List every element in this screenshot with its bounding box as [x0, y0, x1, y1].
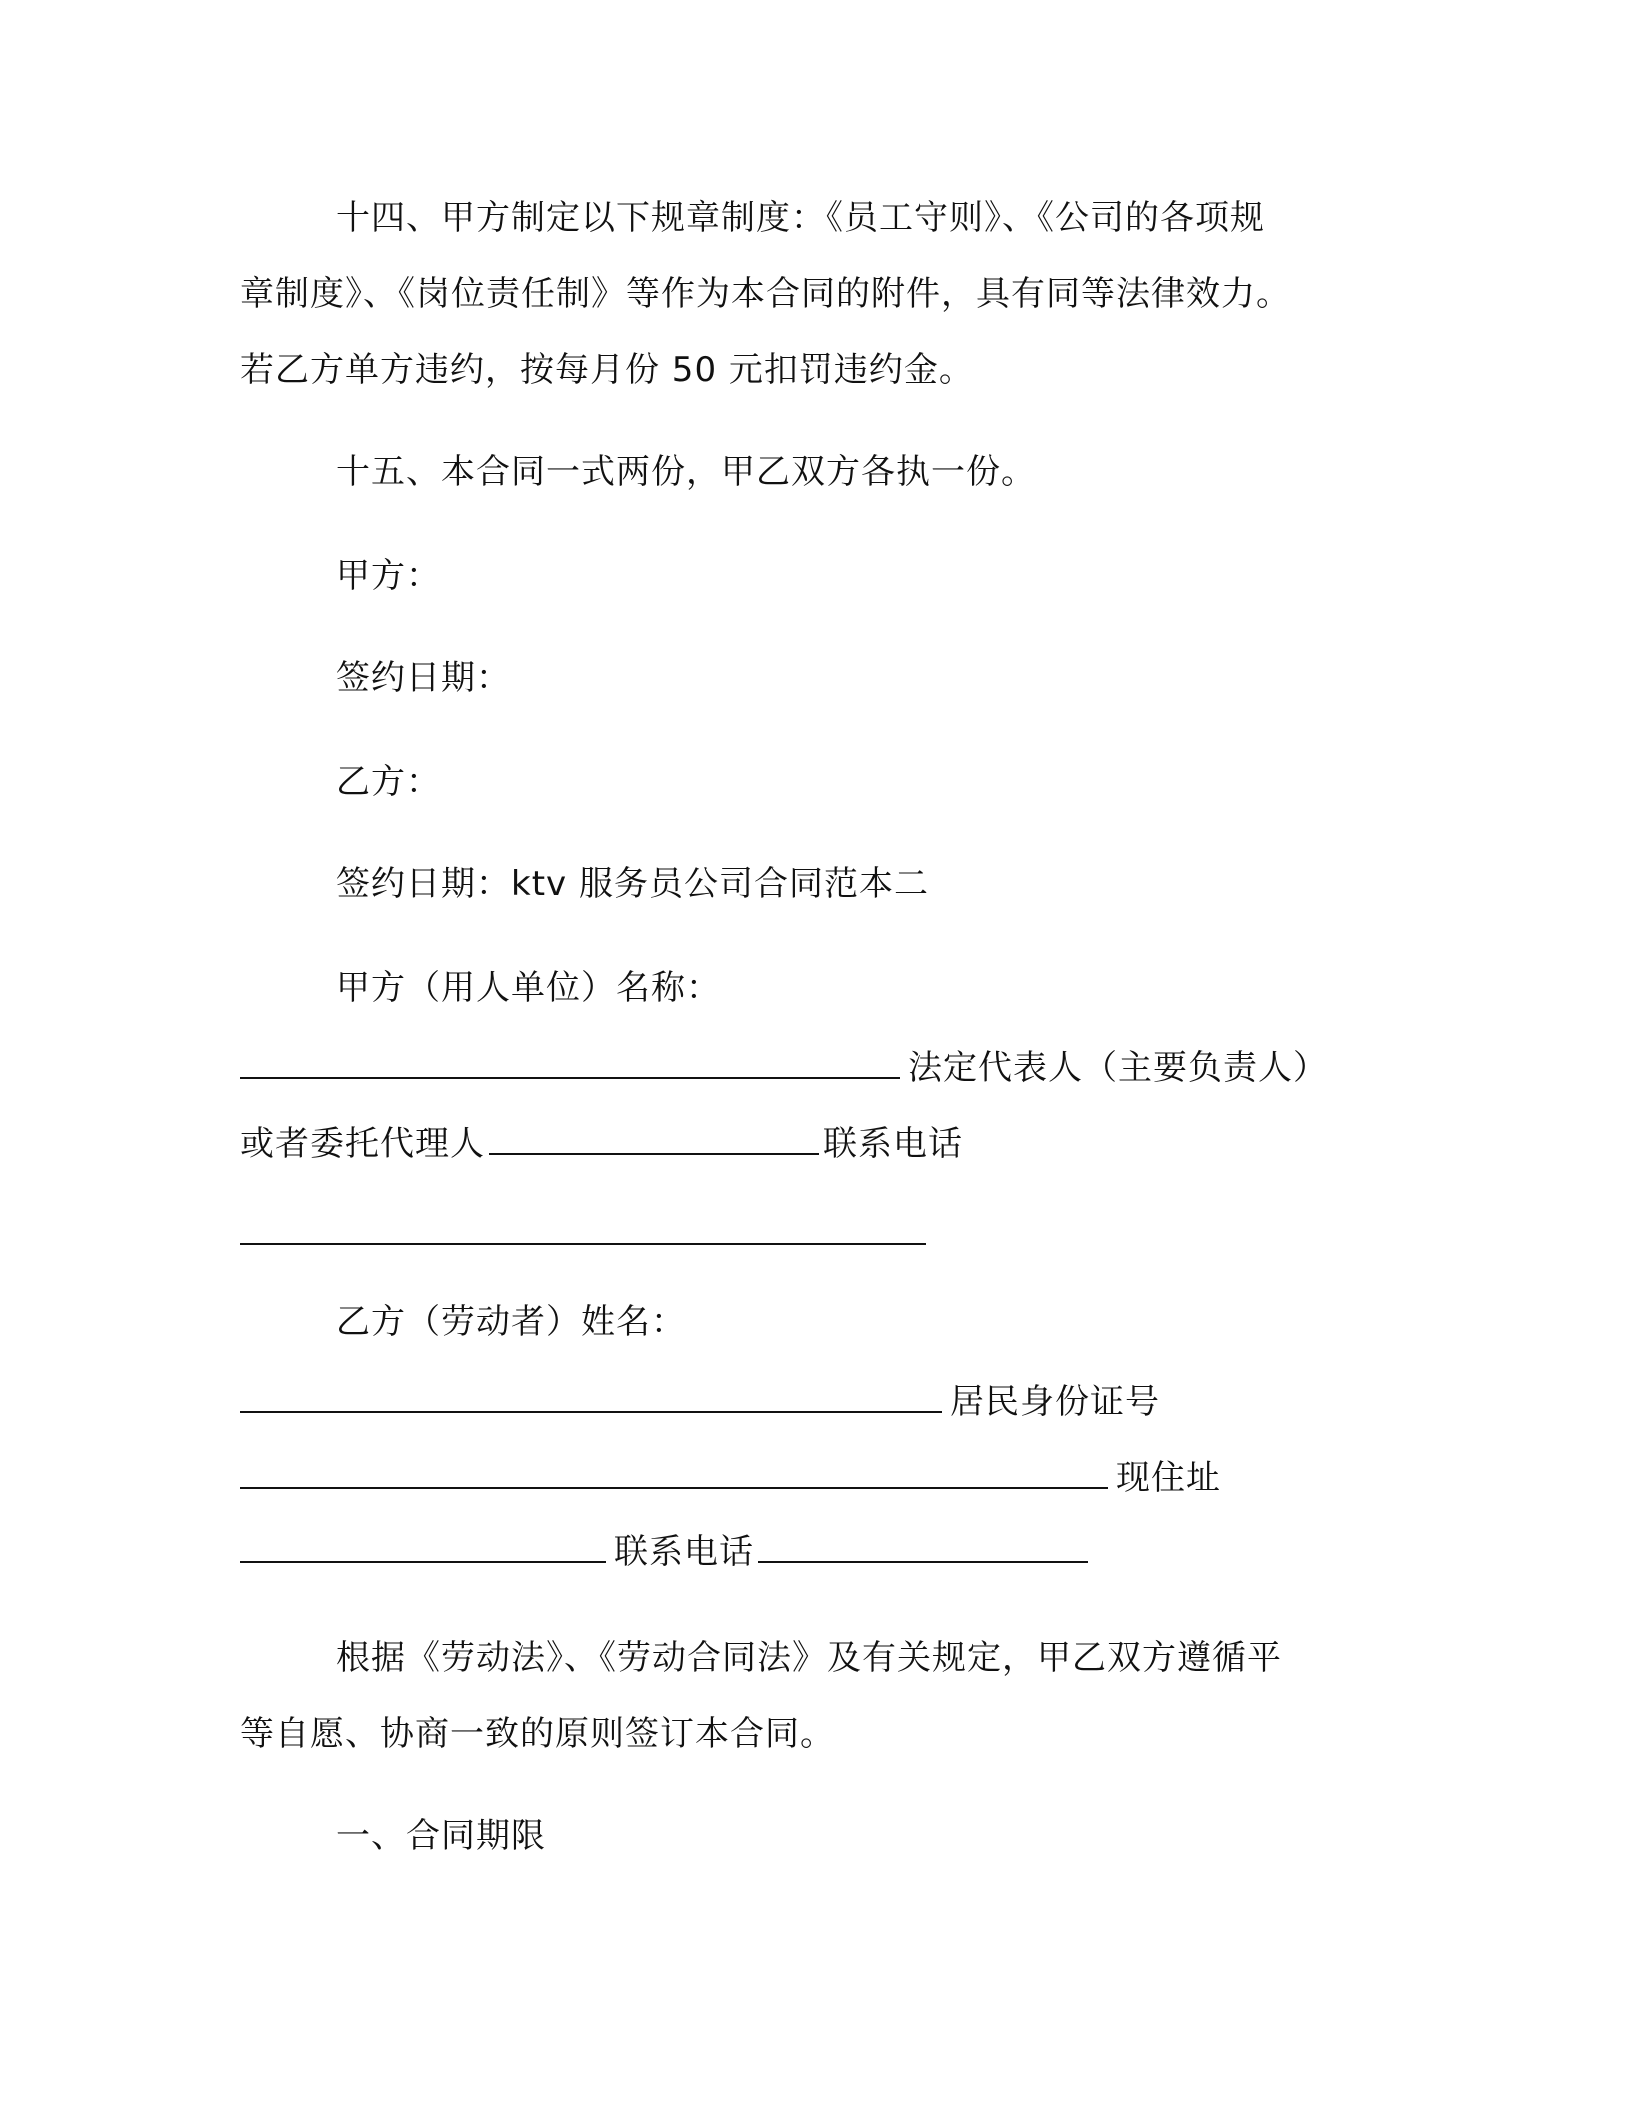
legal-rep-row — [240, 1046, 1328, 1090]
phone-blank-1 — [240, 1215, 926, 1245]
party-a-label: 甲方： — [336, 556, 441, 596]
sign-date-label-2: 签约日期：ktv 服务员公司合同范本二 — [336, 864, 929, 904]
worker-name-blank — [240, 1383, 942, 1413]
section-1-heading: 一、合同期限 — [336, 1816, 546, 1856]
agent-blank — [489, 1125, 819, 1155]
address-label: 现住址 — [1116, 1458, 1221, 1498]
agent-label: 或者委托代理人 — [240, 1124, 485, 1164]
agent-row — [240, 1122, 963, 1166]
id-number-row — [240, 1380, 1160, 1424]
sign-date-label-1: 签约日期： — [336, 658, 511, 698]
clause-14-line-1: 十四、甲方制定以下规章制度：《员工守则》、《公司的各项规 — [336, 198, 1265, 238]
employer-name-blank — [240, 1049, 900, 1079]
party-b-label: 乙方： — [336, 762, 441, 802]
legal-rep-label: 法定代表人（主要负责人） — [908, 1048, 1328, 1088]
clause-14-line-3: 若乙方单方违约，按每月份 50 元扣罚违约金。 — [240, 350, 974, 390]
basis-line-1: 根据《劳动法》、《劳动合同法》及有关规定，甲乙双方遵循平 — [336, 1638, 1282, 1678]
phone-blank-2 — [758, 1533, 1088, 1563]
address-phone-row — [240, 1530, 1092, 1574]
phone-label-1: 联系电话 — [823, 1124, 963, 1164]
clause-14-line-2: 章制度》、《岗位责任制》等作为本合同的附件，具有同等法律效力。 — [240, 274, 1291, 314]
phone-label-2: 联系电话 — [614, 1532, 754, 1572]
clause-15: 十五、本合同一式两份，甲乙双方各执一份。 — [336, 452, 1036, 492]
address-blank — [240, 1533, 606, 1563]
worker-name-label: 乙方（劳动者）姓名： — [336, 1302, 686, 1342]
phone-blank-row — [240, 1212, 934, 1256]
basis-line-2: 等自愿、协商一致的原则签订本合同。 — [240, 1714, 835, 1754]
id-number-blank — [240, 1459, 1108, 1489]
address-row — [240, 1456, 1221, 1500]
employer-name-label: 甲方（用人单位）名称： — [336, 968, 721, 1008]
id-number-label: 居民身份证号 — [950, 1382, 1160, 1422]
